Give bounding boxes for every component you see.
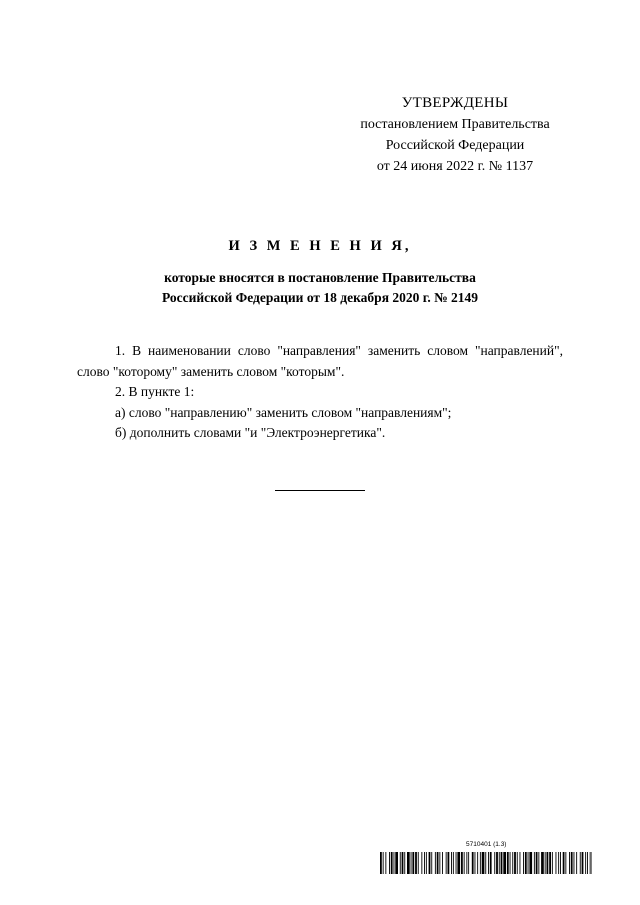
closing-rule	[275, 490, 365, 491]
barcode-bar	[437, 852, 439, 874]
item-1: 1. В наименовании слово "направления" заменить словом "направлений", слово "которому" заменить словом "которым".	[77, 343, 563, 379]
barcode-bar	[501, 852, 503, 874]
barcode-bar	[565, 852, 566, 874]
barcode-bar	[442, 852, 443, 874]
barcode-bar	[538, 852, 539, 874]
barcode-bar	[407, 852, 410, 874]
barcode-bar	[529, 852, 532, 874]
barcode-bar	[468, 852, 469, 874]
barcode-bar	[488, 852, 489, 874]
barcode-bar	[510, 852, 511, 874]
barcode-bar	[466, 852, 467, 874]
barcode-bar	[499, 852, 500, 874]
barcode-bar	[563, 852, 565, 874]
barcode-bar	[457, 852, 460, 874]
barcode-bar	[496, 852, 498, 874]
barcode-bar	[477, 852, 478, 874]
barcode-icon	[380, 852, 592, 874]
barcode-bar	[545, 852, 546, 874]
barcode-bar	[426, 852, 427, 874]
barcode-bar	[494, 852, 495, 874]
approval-caption: УТВЕРЖДЕНЫ	[401, 95, 509, 111]
barcode-bar	[435, 852, 436, 874]
barcode-bar	[574, 852, 575, 874]
document-subtitle	[0, 268, 640, 308]
barcode-bar	[569, 852, 570, 874]
barcode-bar	[446, 852, 447, 874]
barcode-bar	[480, 852, 481, 874]
barcode-bar	[464, 852, 465, 874]
barcode-bar	[453, 852, 454, 874]
barcode-bar	[549, 852, 551, 874]
subtitle-line-2: Российской Федерации от 18 декабря 2020 г. № 2149	[161, 290, 479, 305]
barcode-bar	[592, 852, 593, 874]
barcode-bar	[514, 852, 516, 874]
item-2: 2. В пункте 1:	[115, 384, 195, 399]
barcode-bar	[580, 852, 581, 874]
barcode-bar	[556, 852, 557, 874]
barcode-bar	[415, 852, 417, 874]
subtitle-line-1: которые вносятся в постановление Правительства	[164, 270, 476, 285]
barcode-bar	[503, 852, 506, 874]
barcode-bar	[456, 852, 457, 874]
item-2a: а) слово "направлению" заменить словом "направлениям";	[115, 404, 452, 420]
barcode-bar	[475, 852, 476, 874]
barcode-bar	[431, 852, 432, 874]
barcode-bar	[472, 852, 474, 874]
document-title: И З М Е Н Е Н И Я,	[228, 238, 412, 254]
barcode-bar	[461, 852, 463, 874]
barcode-bar	[534, 852, 535, 874]
barcode-bar	[421, 852, 422, 874]
barcode-bar	[517, 852, 518, 874]
barcode-bar	[576, 852, 577, 874]
barcode-bar	[380, 852, 382, 874]
barcode-bar	[536, 852, 538, 874]
approval-line-1: постановлением Правительства	[360, 117, 550, 132]
barcode-bar	[424, 852, 425, 874]
barcode-bar	[389, 852, 390, 874]
barcode-bar	[411, 852, 412, 874]
barcode-bar	[429, 852, 431, 874]
barcode-bar	[439, 852, 440, 874]
barcode-bar	[482, 852, 485, 874]
barcode-bar	[383, 852, 384, 874]
approval-line-3: от 24 июня 2022 г. № 1137	[376, 159, 534, 174]
barcode-bar	[585, 852, 586, 874]
barcode-bar	[412, 852, 414, 874]
barcode-bar	[391, 852, 393, 874]
document-code: 5710401 (1.3)	[466, 841, 507, 848]
barcode-bar	[587, 852, 588, 874]
barcode-bar	[404, 852, 405, 874]
barcode-bar	[451, 852, 452, 874]
document-body	[77, 341, 563, 444]
barcode-bar	[448, 852, 450, 874]
barcode-bar	[582, 852, 584, 874]
barcode-bar	[541, 852, 544, 874]
barcode-bar	[571, 852, 573, 874]
barcode-bar	[512, 852, 513, 874]
barcode-bar	[394, 852, 395, 874]
barcode-bar	[552, 852, 553, 874]
barcode-bar	[523, 852, 524, 874]
approval-block	[330, 93, 580, 177]
item-2b: б) дополнить словами "и "Электроэнергетика".	[115, 425, 386, 440]
barcode-bar	[395, 852, 398, 874]
barcode-bar	[528, 852, 529, 874]
barcode-bar	[485, 852, 486, 874]
barcode-bar	[385, 852, 386, 874]
barcode-bar	[560, 852, 561, 874]
barcode-bar	[507, 852, 509, 874]
barcode-bar	[547, 852, 549, 874]
barcode-bar	[490, 852, 492, 874]
barcode-bar	[525, 852, 527, 874]
barcode-bar	[402, 852, 404, 874]
barcode-bar	[520, 852, 521, 874]
approval-line-2: Российской Федерации	[385, 138, 525, 153]
barcode-bar	[558, 852, 559, 874]
barcode-bar	[400, 852, 401, 874]
barcode-bar	[590, 852, 591, 874]
barcode-bar	[418, 852, 419, 874]
